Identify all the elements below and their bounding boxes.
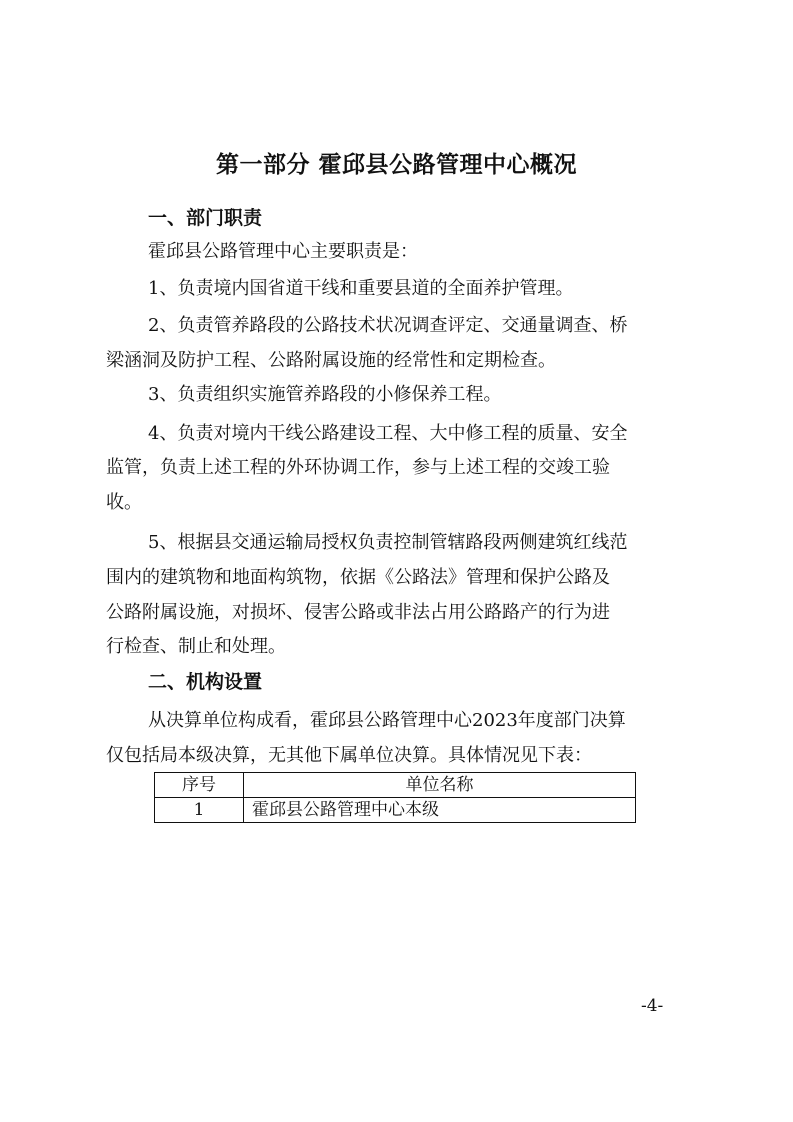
paragraph-line: 霍邱县公路管理中心主要职责是：	[148, 241, 418, 262]
section-heading-duties: 一、部门职责	[148, 207, 263, 229]
paragraph-line: 收。	[106, 492, 142, 513]
table-cell: 1	[155, 798, 244, 823]
paragraph-line: 2、负责管养路段的公路技术状况调查评定、交通量调查、桥	[148, 315, 628, 336]
page-number: -4-	[641, 996, 664, 1016]
paragraph-line: 5、根据县交通运输局授权负责控制管辖路段两侧建筑红线范	[148, 532, 628, 553]
paragraph-line: 行检查、制止和处理。	[106, 636, 286, 657]
paragraph-line: 梁涵洞及防护工程、公路附属设施的经常性和定期检查。	[106, 350, 556, 371]
table-header-cell: 序号	[155, 773, 244, 798]
paragraph-line: 监管，负责上述工程的外环协调工作，参与上述工程的交竣工验	[106, 457, 610, 478]
paragraph-line: 仅包括局本级决算，无其他下属单位决算。具体情况见下表：	[106, 745, 592, 766]
paragraph-line: 公路附属设施，对损坏、侵害公路或非法占用公路路产的行为进	[106, 602, 610, 623]
page-title: 第一部分 霍邱县公路管理中心概况	[215, 152, 577, 178]
unit-table	[154, 772, 636, 823]
paragraph-line: 围内的建筑物和地面构筑物，依据《公路法》管理和保护公路及	[106, 567, 610, 588]
table-row	[155, 798, 636, 823]
table-header-cell: 单位名称	[244, 773, 636, 798]
section-heading-organization: 二、机构设置	[148, 671, 263, 693]
paragraph-line: 从决算单位构成看，霍邱县公路管理中心2023年度部门决算	[148, 710, 626, 731]
table-cell: 霍邱县公路管理中心本级	[244, 798, 636, 823]
paragraph-line: 1、负责境内国省道干线和重要县道的全面养护管理。	[148, 278, 574, 299]
table-header-row	[155, 773, 636, 798]
paragraph-line: 4、负责对境内干线公路建设工程、大中修工程的质量、安全	[148, 423, 628, 444]
paragraph-line: 3、负责组织实施管养路段的小修保养工程。	[148, 384, 502, 405]
